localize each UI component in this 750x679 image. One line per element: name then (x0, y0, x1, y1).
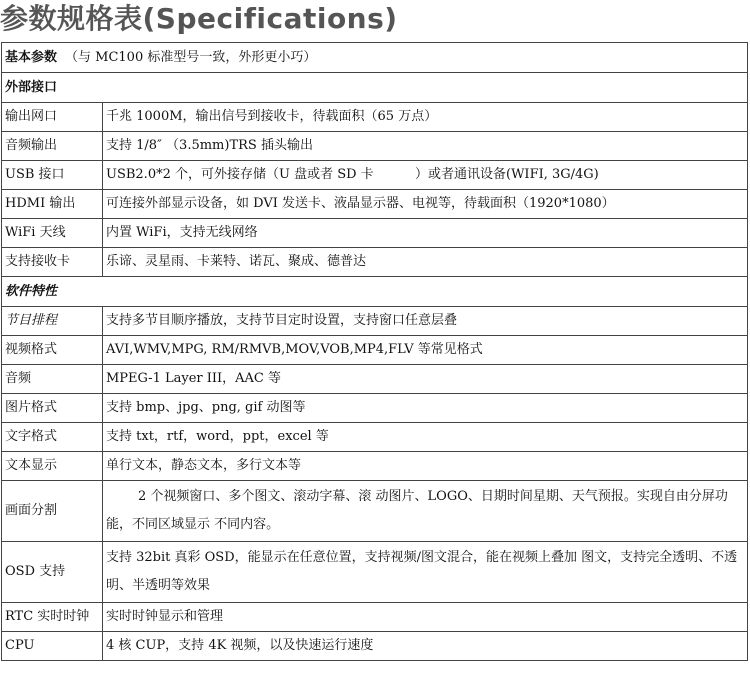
row-label: OSD 支持 (2, 542, 103, 603)
table-row (2, 603, 748, 632)
table-row (2, 394, 748, 423)
row-value: 支持 1/8″ （3.5mm)TRS 插头输出 (103, 132, 748, 161)
row-label: CPU (2, 632, 103, 661)
table-row (2, 103, 748, 132)
section-header-software (2, 277, 748, 307)
table-row (2, 248, 748, 277)
table-row (2, 132, 748, 161)
row-value: 支持多节目顺序播放，支持节目定时设置，支持窗口任意层叠 (103, 307, 748, 336)
row-value: 实时时钟显示和管理 (103, 603, 748, 632)
row-value: 2 个视频窗口、多个图文、滚动字幕、滚 动图片、LOGO、日期时间星期、天气预报。实现自由分屏功能，不同区域显示 不同内容。 (103, 481, 748, 542)
section-title: 外部接口 (5, 79, 58, 95)
section-header-basic (2, 43, 748, 73)
table-row (2, 336, 748, 365)
row-value: MPEG-1 Layer III，AAC 等 (103, 365, 748, 394)
row-value: USB2.0*2 个，可外接存储（U 盘或者 SD 卡 ）或者通讯设备(WIFI, 3G/4G) (103, 161, 748, 190)
row-label: 视频格式 (2, 336, 103, 365)
table-row (2, 452, 748, 481)
row-value: AVI,WMV,MPG, RM/RMVB,MOV,VOB,MP4,FLV 等常见格式 (103, 336, 748, 365)
row-label: HDMI 输出 (2, 190, 103, 219)
row-value: 支持 32bit 真彩 OSD，能显示在任意位置，支持视频/图文混合，能在视频上叠加 图文，支持完全透明、不透明、半透明等效果 (103, 542, 748, 603)
table-row (2, 161, 748, 190)
table-row (2, 190, 748, 219)
row-label: USB 接口 (2, 161, 103, 190)
table-row (2, 632, 748, 661)
section-title: 软件特性 (5, 283, 58, 299)
row-value: 4 核 CUP，支持 4K 视频，以及快速运行速度 (103, 632, 748, 661)
table-row (2, 307, 748, 336)
section-note: （与 MC100 标准型号一致，外形更小巧） (65, 49, 317, 65)
section-title: 基本参数 (5, 49, 58, 65)
row-value: 内置 WiFi，支持无线网络 (103, 219, 748, 248)
page-title: 参数规格表(Specifications) (0, 2, 398, 35)
row-label: WiFi 天线 (2, 219, 103, 248)
table-row (2, 365, 748, 394)
row-label: 图片格式 (2, 394, 103, 423)
row-label: 画面分割 (2, 481, 103, 542)
row-label: 支持接收卡 (2, 248, 103, 277)
row-value: 可连接外部显示设备，如 DVI 发送卡、液晶显示器、电视等，待载面积（1920*1080） (103, 190, 748, 219)
table-row (2, 481, 748, 542)
row-value: 乐谛、灵星雨、卡莱特、诺瓦、聚成、德普达 (103, 248, 748, 277)
row-value: 支持 txt，rtf，word，ppt，excel 等 (103, 423, 748, 452)
specifications-table (1, 42, 748, 661)
row-value: 千兆 1000M，输出信号到接收卡，待载面积（65 万点） (103, 103, 748, 132)
row-label: 节目排程 (2, 307, 103, 336)
table-row (2, 542, 748, 603)
row-value: 单行文本，静态文本，多行文本等 (103, 452, 748, 481)
row-label: 文字格式 (2, 423, 103, 452)
section-header-external (2, 73, 748, 103)
row-label: 输出网口 (2, 103, 103, 132)
row-label: RTC 实时时钟 (2, 603, 103, 632)
row-label: 音频 (2, 365, 103, 394)
row-value: 支持 bmp、jpg、png, gif 动图等 (103, 394, 748, 423)
row-label: 音频输出 (2, 132, 103, 161)
table-row (2, 423, 748, 452)
table-row (2, 219, 748, 248)
row-label: 文本显示 (2, 452, 103, 481)
